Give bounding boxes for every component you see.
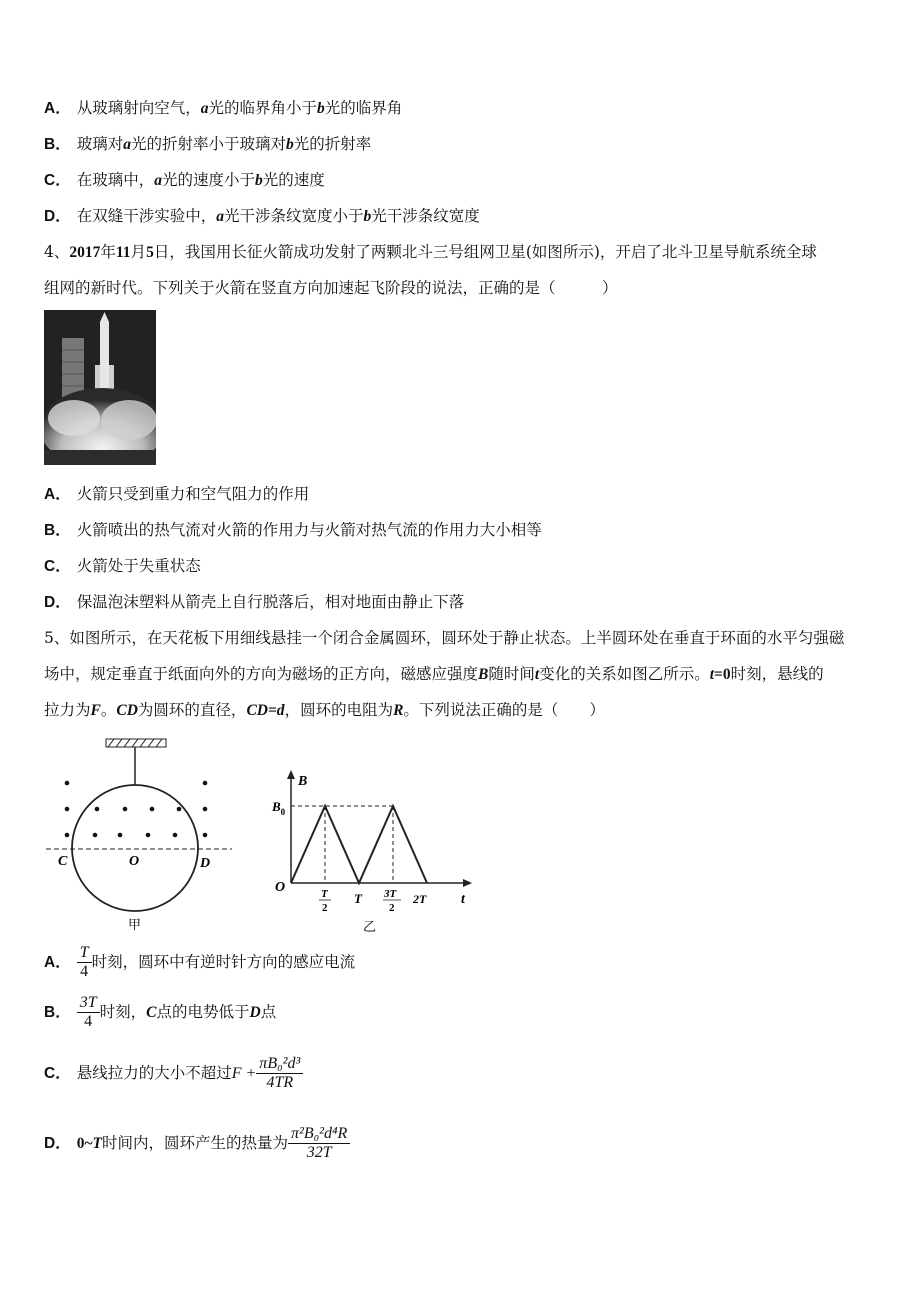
t-axis-arrow <box>463 879 472 887</box>
tick-label-t-half-den: 2 <box>322 902 328 914</box>
label-d: D <box>200 856 211 871</box>
tick-label-t-half-num: T <box>321 888 328 900</box>
tick-label-b0: $B_0$ <box>272 799 286 817</box>
q5-option-b: B． $\frac{3T}{4}$ 时刻，C点的电势低于D点 <box>44 994 277 1031</box>
caption-yi: 乙 <box>363 920 377 935</box>
axis-label-t: t <box>461 892 465 907</box>
b-axis-arrow <box>287 770 295 779</box>
q4-stem-line1: 4、2017年11月5日，我国用长征火箭成功发射了两颗北斗三号组网卫星(如图所示)，开启了北斗卫星导航系统全球 <box>44 243 817 261</box>
q3-option-b: B． 玻璃对a光的折射率小于玻璃对b光的折射率 <box>44 135 372 153</box>
q5-option-a: A． $\frac{T}{4}$ 时刻，圆环中有逆时针方向的感应电流 <box>44 944 356 981</box>
label-o: O <box>129 854 140 869</box>
q4-option-d: D． 保温泡沫塑料从箭壳上自行脱落后，相对地面由静止下落 <box>44 593 465 611</box>
q3-option-c: C． 在玻璃中，a光的速度小于b光的速度 <box>44 171 325 189</box>
fraction-t-over-4: $\frac{T}{4}$ <box>77 944 92 982</box>
q4-stem-line2: 组网的新时代。下列关于火箭在竖直方向加速起飞阶段的说法，正确的是（ ） <box>44 279 618 297</box>
tick-label-3t-half-num: 3T <box>384 888 397 900</box>
q4-option-c: C． 火箭处于失重状态 <box>44 557 201 575</box>
figure-jia-ring <box>40 735 240 935</box>
label-c: C <box>58 854 68 869</box>
tick-label-3t-half-den: 2 <box>389 902 395 914</box>
origin-label: O <box>275 880 286 895</box>
q5-option-d: D． 0~T时间内，圆环产生的热量为 $\frac{\text{π²B₀²d⁴R}}{32T}$ <box>44 1125 350 1163</box>
rocket-launch-image <box>44 310 156 465</box>
axis-label-b: B <box>298 774 308 789</box>
q5-option-c: C． 悬线拉力的大小不超过F + $\frac{\text{πB₀²d³}}{4TR}$ <box>44 1055 303 1093</box>
q5-stem-line2: 场中，规定垂直于纸面向外的方向为磁场的正方向，磁感应强度B随时间t变化的关系如图乙所示。t=0时刻，悬线的 <box>44 665 824 683</box>
tick-label-2t: 2T <box>413 892 427 906</box>
q5-stem-line3: 拉力为F。CD为圆环的直径，CD=d，圆环的电阻为R。下列说法正确的是（ ） <box>44 701 605 719</box>
metal-ring <box>72 785 198 911</box>
tick-label-t: T <box>354 891 362 906</box>
q4-option-a: A． 火箭只受到重力和空气阻力的作用 <box>44 485 310 503</box>
fraction-force-bound: $\frac{\text{πB₀²d³}}{4TR}$ <box>256 1055 303 1093</box>
caption-jia: 甲 <box>128 918 142 933</box>
fraction-3t-over-4: $\frac{3T}{4}$ <box>77 994 100 1032</box>
figure-yi-graph <box>268 765 478 935</box>
q3-option-d: D． 在双缝干涉实验中，a光干涉条纹宽度小于b光干涉条纹宽度 <box>44 207 480 225</box>
rocket-launch-photo <box>44 310 156 465</box>
q5-stem-line1: 5、如图所示，在天花板下用细线悬挂一个闭合金属圆环，圆环处于静止状态。上半圆环处在垂直于环面的水平匀强磁 <box>44 629 845 647</box>
fraction-heat: $\frac{\text{π²B₀²d⁴R}}{32T}$ <box>288 1125 350 1163</box>
q4-option-b: B． 火箭喷出的热气流对火箭的作用力与火箭对热气流的作用力大小相等 <box>44 521 542 539</box>
b-t-series-line <box>291 806 427 883</box>
q3-option-a: A． 从玻璃射向空气，a光的临界角小于b光的临界角 <box>44 99 403 117</box>
